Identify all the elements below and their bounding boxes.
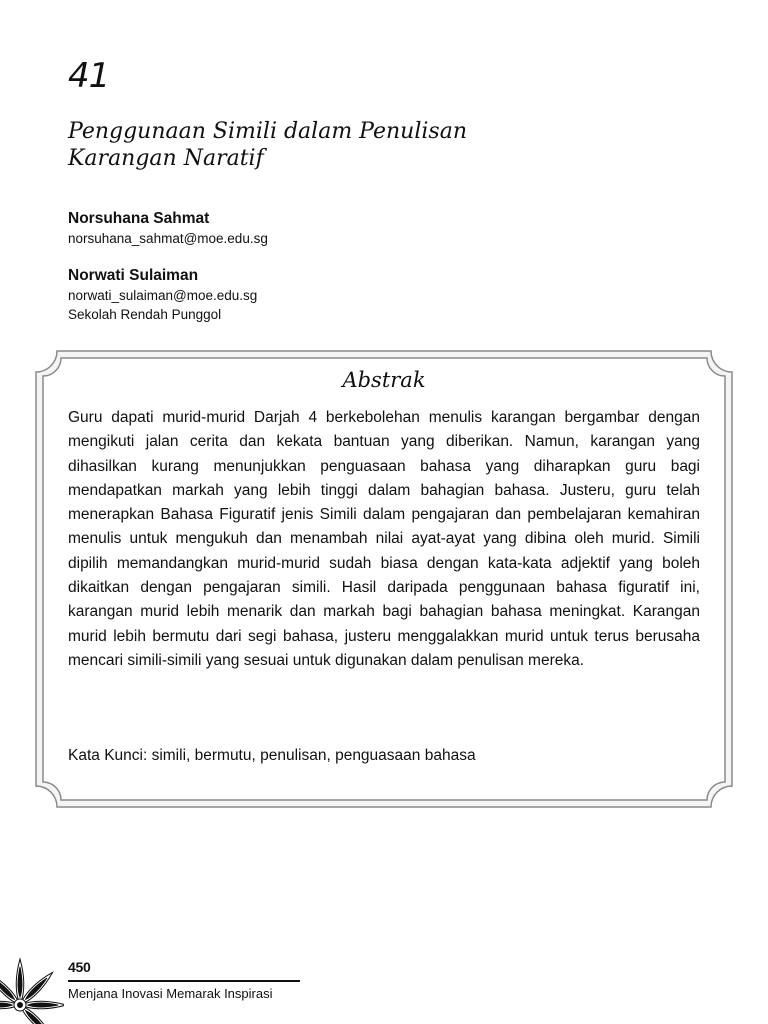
book-title: Menjana Inovasi Memarak Inspirasi [68, 986, 273, 1001]
footer-divider [68, 980, 300, 982]
author-2 [68, 266, 257, 324]
author-name: Norsuhana Sahmat [68, 210, 210, 227]
flower-ornament-icon [0, 955, 64, 1024]
title-line-1: Penggunaan Simili dalam Penulisan [68, 119, 467, 144]
chapter-number: 41 [68, 56, 110, 96]
page-title [68, 118, 688, 172]
author-name: Norwati Sulaiman [68, 267, 199, 284]
abstract-heading: Abstrak [342, 368, 426, 392]
page-number: 450 [68, 959, 91, 975]
keywords: Kata Kunci: simili, bermutu, penulisan, penguasaan bahasa [68, 747, 476, 764]
author-1 [68, 209, 268, 248]
author-affiliation: Sekolah Rendah Punggol [68, 307, 222, 322]
title-line-2: Karangan Naratif [68, 146, 264, 171]
abstract-body: Guru dapati murid-murid Darjah 4 berkebolehan menulis karangan bergambar dengan mengikuti jalan cerita dan kekata bantuan yang diberikan. Namun, karangan yang dihasilkan kurang menunjukkan penguasaan bahasa yang diharapkan guru bagi mendapatkan markah yang lebih tinggi dalam bahagian bahasa. Justeru, guru telah menerapkan Bahasa Figuratif jenis Simili dalam pengajaran dan pembelajaran kemahiran menulis untuk mengukuh dan menambah nilai ayat-ayat yang dibina oleh murid. Simili dipilih memandangkan murid-murid sudah biasa dengan kata-kata adjektif yang boleh dikaitkan dengan pengajaran simili. Hasil daripada penggunaan bahasa figuratif ini, karangan murid lebih menarik dan markah bagi bahagian bahasa meningkat. Karangan murid lebih bermutu dari segi bahasa, justeru menggalakkan murid untuk terus berusaha mencari simili-simili yang sesuai untuk digunakan dalam penulisan mereka. [68, 409, 700, 669]
author-email: norsuhana_sahmat@moe.edu.sg [68, 231, 268, 246]
author-email: norwati_sulaiman@moe.edu.sg [68, 288, 258, 303]
